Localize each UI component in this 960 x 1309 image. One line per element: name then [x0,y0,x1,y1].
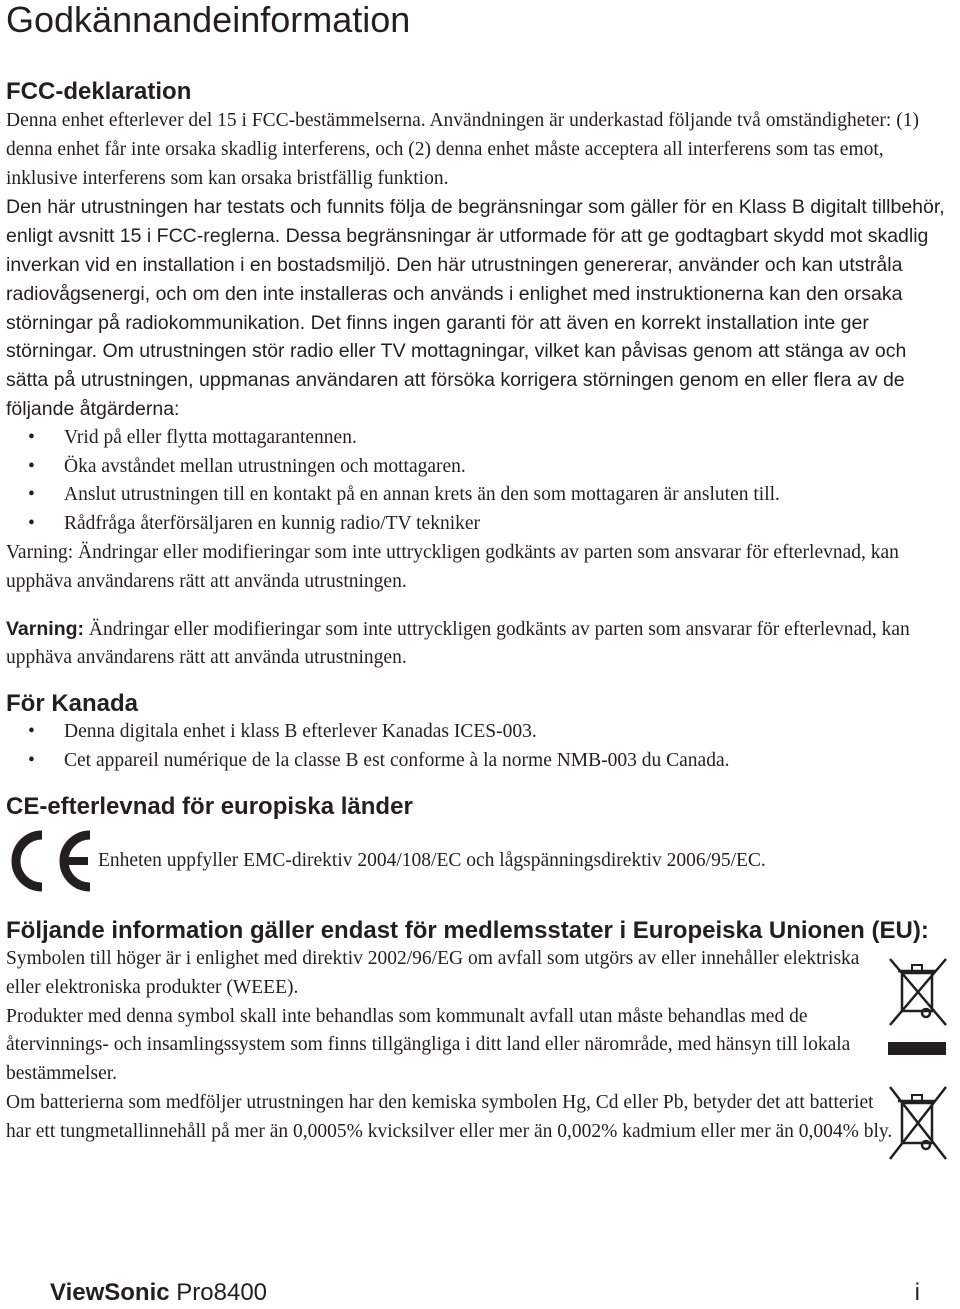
crossed-bin-icon [888,1083,948,1163]
weee-bar [888,1042,946,1055]
fcc-warning-plain: Varning: Ändringar eller modifieringar som inte uttryckligen godkänts av parten som ansvarar för efterlevnad, kan upphäva användarens rätt att använda utrustningen. [6,541,899,592]
ce-heading: CE-efterlevnad för europiska länder [6,793,413,820]
list-item: • Anslut utrustningen till en kontakt på en annan krets än den som mottagaren är ansluten till. [28,484,780,506]
canada-heading: För Kanada [6,690,139,717]
eu-body [6,945,896,1147]
list-item: • Denna digitala enhet i klass B efterlever Kanadas ICES-003. [28,721,537,742]
list-item: • Cet appareil numérique de la classe B est conforme à la norme NMB-003 du Canada. [28,749,730,771]
warning-label: Varning: [6,617,85,640]
eu-section [6,917,954,1147]
list-item: • Öka avståndet mellan utrustningen och mottagaren. [28,455,466,477]
warning-text: Ändringar eller modifieringar som inte uttryckligen godkänts av parten som ansvarar för efterlevnad, kan upphäva användarens rätt att använda utrustningen. [6,618,910,669]
weee-symbols [888,955,948,1168]
list-item: • Rådfråga återförsäljaren en kunnig radio/TV tekniker [28,513,481,535]
ce-text: Enheten uppfyller EMC-direktiv 2004/108/EC och lågspänningsdirektiv 2006/95/EC. [98,849,766,871]
fcc-heading: FCC-deklaration [6,78,192,105]
footer-brand: ViewSonic [50,1279,170,1306]
fcc-paragraph-2: Den här utrustningen har testats och funnits följa de begränsningar som gäller för en Klass B digitalt tillbehör, enligt avsnitt 15 i FCC-reglerna. Dessa begränsningar är utformade för att ge godtagbart skydd mot skadlig inverkan vid en installation i en bostadsmiljö. Den här utrustningen genererar, använder och kan utstråla radiovågsenergi, och om den inte installeras och används i enlighet med instruktionerna kan den orsaka störningar på radiokommunikation. Det finns ingen garanti för att även en korrekt installation inte ger störningar. Om utrustningen stör radio eller TV mottagningar, vilket kan påvisas genom att stänga av och sätta på utrustningen, uppmanas användaren att försöka korrigera störningen genom en eller flera av de följande åtgärderna: [6,196,945,420]
fcc-measures-list [6,424,954,539]
canada-list [6,718,954,776]
eu-paragraph-3: Om batterierna som medföljer utrustningen har den kemiska symbolen Hg, Cd eller Pb, betyder det att batteriet har ett tungmetallinnehåll på mer än 0,0005% kvicksilver eller mer än 0,002% kadmium eller mer än 0,004% bly. [6,1091,893,1142]
eu-paragraph-1: Symbolen till höger är i enlighet med direktiv 2002/96/EG om avfall som utgörs av eller innehåller elektriska eller elektroniska produkter (WEEE). [6,948,860,998]
ce-section [6,793,954,893]
crossed-bin-icon [888,955,948,1029]
page-title: Godkännandeinformation [6,0,411,40]
footer-model: Pro8400 [176,1279,268,1306]
ce-row [6,829,954,893]
fcc-paragraph-1: Denna enhet efterlever del 15 i FCC-bestämmelserna. Användningen är underkastad följande två omständigheter: (1) denna enhet får inte orsaka skadlig interferens, och (2) denna enhet måste acceptera all interferens som tas emot, inklusive interferens som kan orsaka bristfällig funktion. [6,110,919,189]
page-footer [50,1278,920,1308]
eu-heading: Följande information gäller endast för medlemsstater i Europeiska Unionen (EU): [6,917,929,944]
ce-mark-icon [6,829,96,893]
canada-section [6,690,954,776]
fcc-section [6,78,954,673]
page-number: i [914,1279,920,1306]
list-item: • Vrid på eller flytta mottagarantennen. [28,426,357,448]
eu-paragraph-2: Produkter med denna symbol skall inte behandlas som kommunalt avfall utan måste behandlas med de återvinnings- och insamlingssystem som finns tillgängliga i ditt land eller närområde, med hänsyn till lokala bestämmelser. [6,1005,851,1085]
fcc-warning [6,615,954,674]
